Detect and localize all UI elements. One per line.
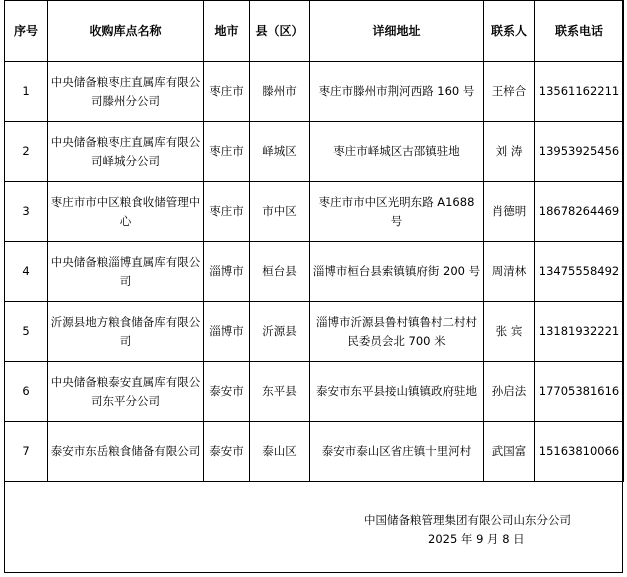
cell-city: 淄博市 (204, 242, 250, 302)
table-row (5, 422, 624, 482)
cell-contact: 张 宾 (484, 302, 535, 362)
cell-address: 枣庄市峄城区古邵镇驻地 (310, 122, 484, 182)
cell-phone: 17705381616 (535, 362, 624, 422)
table-row (5, 362, 624, 422)
header-address: 详细地址 (310, 1, 484, 62)
cell-contact: 周清林 (484, 242, 535, 302)
cell-index: 6 (5, 362, 48, 422)
cell-county: 市中区 (250, 182, 310, 242)
cell-index: 4 (5, 242, 48, 302)
cell-county: 桓台县 (250, 242, 310, 302)
cell-phone: 13953925456 (535, 122, 624, 182)
header-city: 地市 (204, 1, 250, 62)
header-contact: 联系人 (484, 1, 535, 62)
header-index: 序号 (5, 1, 48, 62)
header-depot-name: 收购库点名称 (48, 1, 204, 62)
cell-contact: 王梓合 (484, 62, 535, 122)
table-row (5, 182, 624, 242)
cell-county: 滕州市 (250, 62, 310, 122)
table-row (5, 242, 624, 302)
cell-county: 泰山区 (250, 422, 310, 482)
cell-address: 枣庄市滕州市荆河西路 160 号 (310, 62, 484, 122)
cell-city: 淄博市 (204, 302, 250, 362)
cell-depot-name: 沂源县地方粮食储备库有限公司 (48, 302, 204, 362)
cell-county: 沂源县 (250, 302, 310, 362)
header-county: 县（区） (250, 1, 310, 62)
cell-phone: 13181932221 (535, 302, 624, 362)
cell-phone: 15163810066 (535, 422, 624, 482)
issuer-organization: 中国储备粮管理集团有限公司山东分公司 (364, 513, 571, 527)
cell-county: 东平县 (250, 362, 310, 422)
cell-index: 1 (5, 62, 48, 122)
cell-address: 淄博市沂源县鲁村镇鲁村二村村民委员会北 700 米 (310, 302, 484, 362)
cell-depot-name: 中央储备粮泰安直属库有限公司东平分公司 (48, 362, 204, 422)
cell-address: 泰安市泰山区省庄镇十里河村 (310, 422, 484, 482)
cell-index: 5 (5, 302, 48, 362)
header-phone: 联系电话 (535, 1, 624, 62)
cell-phone: 13561162211 (535, 62, 624, 122)
cell-contact: 肖德明 (484, 182, 535, 242)
cell-depot-name: 中央储备粮枣庄直属库有限公司滕州分公司 (48, 62, 204, 122)
cell-depot-name: 泰安市东岳粮食储备有限公司 (48, 422, 204, 482)
cell-contact: 孙启法 (484, 362, 535, 422)
cell-depot-name: 中央储备粮枣庄直属库有限公司峄城分公司 (48, 122, 204, 182)
depot-table (4, 0, 624, 482)
cell-city: 枣庄市 (204, 182, 250, 242)
table-row (5, 62, 624, 122)
cell-contact: 武国富 (484, 422, 535, 482)
cell-phone: 18678264469 (535, 182, 624, 242)
table-row (5, 302, 624, 362)
cell-depot-name: 中央储备粮淄博直属库有限公司 (48, 242, 204, 302)
cell-city: 泰安市 (204, 362, 250, 422)
cell-address: 枣庄市市中区光明东路 A1688 号 (310, 182, 484, 242)
cell-depot-name: 枣庄市市中区粮食收储管理中心 (48, 182, 204, 242)
header-row (5, 1, 624, 62)
cell-address: 淄博市桓台县索镇镇府街 200 号 (310, 242, 484, 302)
cell-phone: 13475558492 (535, 242, 624, 302)
cell-index: 7 (5, 422, 48, 482)
cell-city: 泰安市 (204, 422, 250, 482)
cell-index: 3 (5, 182, 48, 242)
cell-contact: 刘 涛 (484, 122, 535, 182)
cell-city: 枣庄市 (204, 62, 250, 122)
table-row (5, 122, 624, 182)
footer (4, 484, 623, 573)
cell-county: 峄城区 (250, 122, 310, 182)
cell-address: 泰安市东平县接山镇镇政府驻地 (310, 362, 484, 422)
cell-index: 2 (5, 122, 48, 182)
cell-city: 枣庄市 (204, 122, 250, 182)
issue-date: 2025 年 9 月 8 日 (428, 532, 525, 546)
